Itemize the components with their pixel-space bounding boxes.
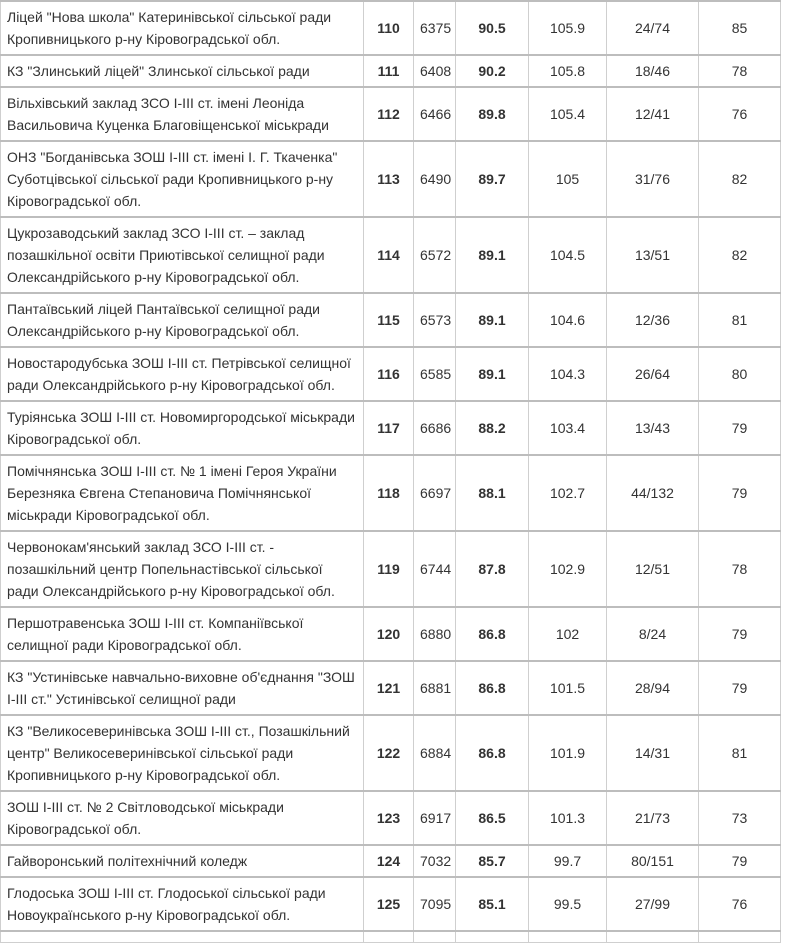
school-name-cell: Новостародубська ЗОШ І-ІІІ ст. Петрівської селищної ради Олександрійського р-ну Кіровоградської обл. xyxy=(1,347,364,401)
code-cell: 6917 xyxy=(414,791,456,845)
table-row xyxy=(1,293,781,347)
rank-cell: 111 xyxy=(364,55,414,87)
index-cell: 105.8 xyxy=(529,55,607,87)
ratio-cell: 26/64 xyxy=(607,347,699,401)
percent-cell: 73 xyxy=(699,791,781,845)
school-name-cell: Туріянська ЗОШ І-ІІІ ст. Новомиргородської міськради Кіровоградської обл. xyxy=(1,401,364,455)
table-row xyxy=(1,141,781,217)
score-cell: 89.1 xyxy=(456,217,529,293)
percent-cell: 79 xyxy=(699,661,781,715)
code-cell: 7032 xyxy=(414,845,456,877)
ratio-cell: 18/46 xyxy=(607,55,699,87)
ratio-cell: 80/151 xyxy=(607,845,699,877)
school-name-cell: Ліцей "Нова школа" Катеринівської сільської ради Кропивницького р-ну Кіровоградської обл. xyxy=(1,1,364,55)
school-name-cell: КЗ "Злинський ліцей" Злинської сільської ради xyxy=(1,55,364,87)
percent-cell: 76 xyxy=(699,877,781,931)
percent-cell: 81 xyxy=(699,715,781,791)
code-cell: 7095 xyxy=(414,877,456,931)
school-name-cell: Глодоська ЗОШ І-ІІІ ст. Глодоської сільської ради Новоукраїнського р-ну Кіровоградської обл. xyxy=(1,877,364,931)
rank-cell: 114 xyxy=(364,217,414,293)
score-cell: 90.5 xyxy=(456,1,529,55)
score-cell: 90.2 xyxy=(456,55,529,87)
rank-cell: 124 xyxy=(364,845,414,877)
table-row xyxy=(1,715,781,791)
ratio-cell: 13/43 xyxy=(607,401,699,455)
score-cell: 86.8 xyxy=(456,661,529,715)
school-name-cell: Цукрозаводський заклад ЗСО І-ІІІ ст. – заклад позашкільної освіти Приютівської селищної ради Олександрійського р-ну Кіровоградської обл. xyxy=(1,217,364,293)
rank-cell: 119 xyxy=(364,531,414,607)
percent-cell: 78 xyxy=(699,55,781,87)
code-cell: 6375 xyxy=(414,1,456,55)
code-cell: 6585 xyxy=(414,347,456,401)
index-cell: 101.5 xyxy=(529,661,607,715)
index-cell: 104.6 xyxy=(529,293,607,347)
percent-cell: 78 xyxy=(699,531,781,607)
ratio-cell: 14/31 xyxy=(607,715,699,791)
rank-cell: 116 xyxy=(364,347,414,401)
rank-cell: 117 xyxy=(364,401,414,455)
index-cell: 105 xyxy=(529,141,607,217)
rank-cell: 115 xyxy=(364,293,414,347)
school-name-cell: Помічнянська ЗОШ І-ІІІ ст. № 1 імені Героя України Березняка Євгена Степановича Помічнянської міськради Кіровоградської обл. xyxy=(1,455,364,531)
code-cell: 6490 xyxy=(414,141,456,217)
table-row xyxy=(1,845,781,877)
score-cell: 86.8 xyxy=(456,715,529,791)
rank-cell: 110 xyxy=(364,1,414,55)
empty-cell xyxy=(1,931,364,943)
rank-cell: 122 xyxy=(364,715,414,791)
percent-cell: 80 xyxy=(699,347,781,401)
table-row xyxy=(1,607,781,661)
rank-cell: 123 xyxy=(364,791,414,845)
percent-cell: 79 xyxy=(699,607,781,661)
score-cell: 88.1 xyxy=(456,455,529,531)
empty-cell xyxy=(414,931,456,943)
code-cell: 6881 xyxy=(414,661,456,715)
percent-cell: 79 xyxy=(699,455,781,531)
percent-cell: 85 xyxy=(699,1,781,55)
percent-cell: 82 xyxy=(699,141,781,217)
ratio-cell: 8/24 xyxy=(607,607,699,661)
score-cell: 86.5 xyxy=(456,791,529,845)
rank-cell: 113 xyxy=(364,141,414,217)
code-cell: 6884 xyxy=(414,715,456,791)
index-cell: 104.5 xyxy=(529,217,607,293)
code-cell: 6573 xyxy=(414,293,456,347)
ratio-cell: 24/74 xyxy=(607,1,699,55)
index-cell: 101.9 xyxy=(529,715,607,791)
index-cell: 101.3 xyxy=(529,791,607,845)
table-row xyxy=(1,347,781,401)
table-row xyxy=(1,217,781,293)
school-name-cell: ОНЗ "Богданівська ЗОШ І-ІІІ ст. імені І. Г. Ткаченка" Суботцівської сільської ради Кропивницького р-ну Кіровоградської обл. xyxy=(1,141,364,217)
score-cell: 88.2 xyxy=(456,401,529,455)
empty-cell xyxy=(607,931,699,943)
ratio-cell: 12/36 xyxy=(607,293,699,347)
ratio-cell: 21/73 xyxy=(607,791,699,845)
empty-cell xyxy=(364,931,414,943)
ratio-cell: 28/94 xyxy=(607,661,699,715)
table-row xyxy=(1,877,781,931)
score-cell: 89.7 xyxy=(456,141,529,217)
rank-cell: 112 xyxy=(364,87,414,141)
table-row xyxy=(1,931,781,943)
rank-cell: 121 xyxy=(364,661,414,715)
code-cell: 6744 xyxy=(414,531,456,607)
table-row xyxy=(1,791,781,845)
index-cell: 99.5 xyxy=(529,877,607,931)
code-cell: 6697 xyxy=(414,455,456,531)
school-name-cell: Першотравенська ЗОШ І-ІІІ ст. Компаніївської селищної ради Кіровоградської обл. xyxy=(1,607,364,661)
table-row xyxy=(1,661,781,715)
table-body xyxy=(1,1,781,943)
table-row xyxy=(1,401,781,455)
score-cell: 89.1 xyxy=(456,347,529,401)
code-cell: 6466 xyxy=(414,87,456,141)
code-cell: 6408 xyxy=(414,55,456,87)
index-cell: 102.7 xyxy=(529,455,607,531)
percent-cell: 79 xyxy=(699,401,781,455)
school-name-cell: КЗ "Устинівське навчально-виховне об'єднання "ЗОШ І-ІІІ ст." Устинівської селищної ради xyxy=(1,661,364,715)
empty-cell xyxy=(456,931,529,943)
index-cell: 105.4 xyxy=(529,87,607,141)
ratio-cell: 12/41 xyxy=(607,87,699,141)
index-cell: 105.9 xyxy=(529,1,607,55)
code-cell: 6686 xyxy=(414,401,456,455)
score-cell: 85.1 xyxy=(456,877,529,931)
index-cell: 102.9 xyxy=(529,531,607,607)
table-row xyxy=(1,1,781,55)
school-name-cell: Гайворонський політехнічний коледж xyxy=(1,845,364,877)
score-cell: 89.1 xyxy=(456,293,529,347)
percent-cell: 82 xyxy=(699,217,781,293)
table-row xyxy=(1,55,781,87)
index-cell: 104.3 xyxy=(529,347,607,401)
table-row xyxy=(1,531,781,607)
table-row xyxy=(1,455,781,531)
empty-cell xyxy=(529,931,607,943)
ratio-cell: 31/76 xyxy=(607,141,699,217)
index-cell: 103.4 xyxy=(529,401,607,455)
score-cell: 86.8 xyxy=(456,607,529,661)
school-name-cell: ЗОШ І-ІІІ ст. № 2 Світловодської міськради Кіровоградської обл. xyxy=(1,791,364,845)
ratio-cell: 27/99 xyxy=(607,877,699,931)
empty-cell xyxy=(699,931,781,943)
code-cell: 6572 xyxy=(414,217,456,293)
rank-cell: 125 xyxy=(364,877,414,931)
ratio-cell: 44/132 xyxy=(607,455,699,531)
score-cell: 89.8 xyxy=(456,87,529,141)
index-cell: 102 xyxy=(529,607,607,661)
rank-cell: 120 xyxy=(364,607,414,661)
score-cell: 85.7 xyxy=(456,845,529,877)
percent-cell: 79 xyxy=(699,845,781,877)
code-cell: 6880 xyxy=(414,607,456,661)
table-row xyxy=(1,87,781,141)
ratio-cell: 13/51 xyxy=(607,217,699,293)
ratio-cell: 12/51 xyxy=(607,531,699,607)
score-cell: 87.8 xyxy=(456,531,529,607)
percent-cell: 81 xyxy=(699,293,781,347)
school-name-cell: Вільхівський заклад ЗСО І-ІІІ ст. імені Леоніда Васильовича Куценка Благовіщенської міськради xyxy=(1,87,364,141)
index-cell: 99.7 xyxy=(529,845,607,877)
school-name-cell: Пантаївський ліцей Пантаївської селищної ради Олександрійського р-ну Кіровоградської обл. xyxy=(1,293,364,347)
school-name-cell: КЗ "Великосеверинівська ЗОШ І-ІІІ ст., Позашкільний центр" Великосеверинівської сільської ради Кропивницького р-ну Кіровоградської обл. xyxy=(1,715,364,791)
percent-cell: 76 xyxy=(699,87,781,141)
rank-cell: 118 xyxy=(364,455,414,531)
school-name-cell: Червонокам'янський заклад ЗСО І-ІІІ ст. - позашкільний центр Попельнастівської сільської ради Олександрійського р-ну Кіровоградської обл. xyxy=(1,531,364,607)
